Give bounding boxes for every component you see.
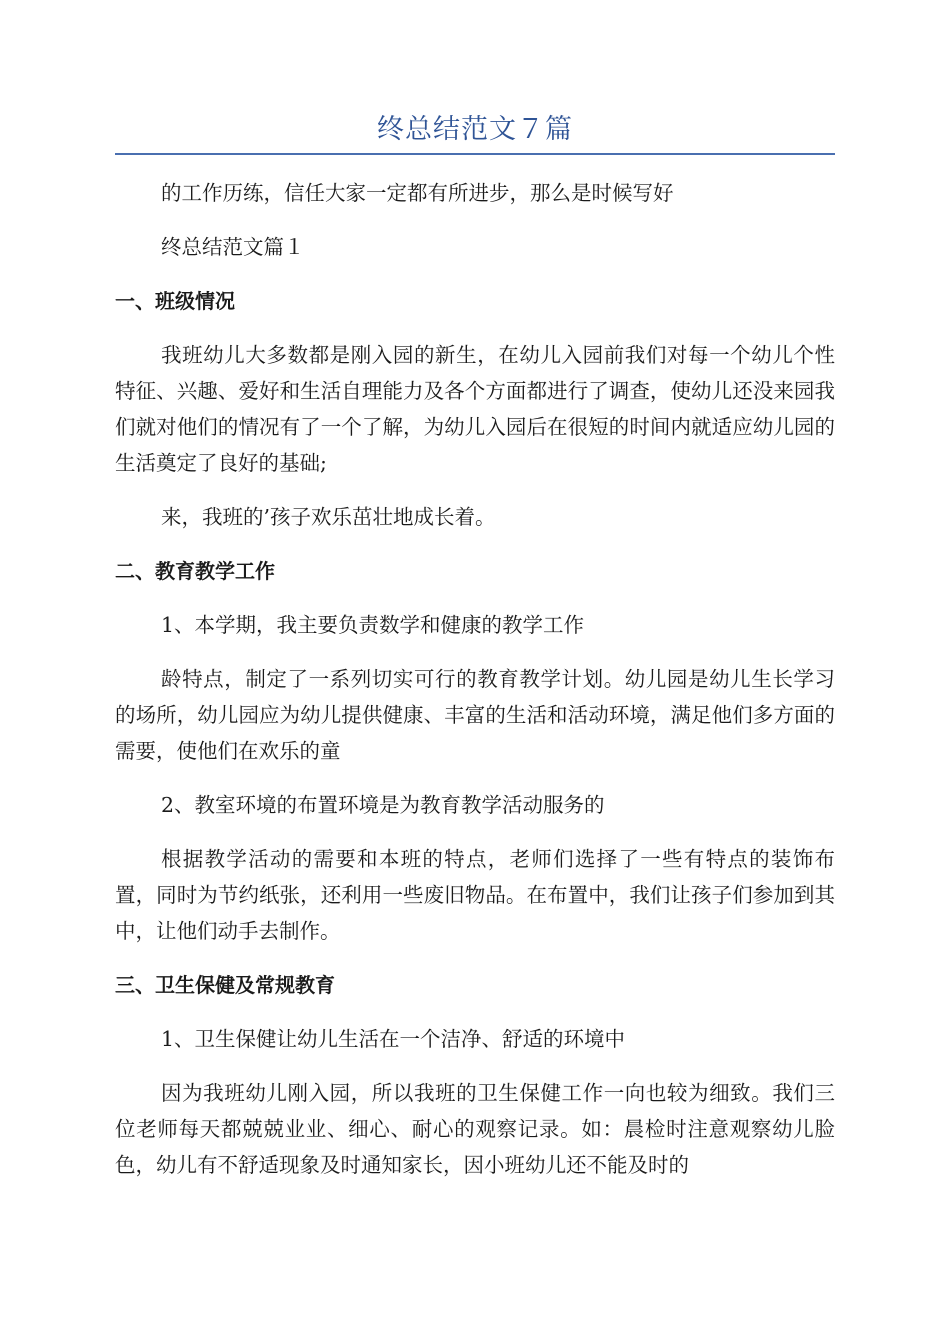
title-underline (115, 153, 835, 155)
paragraph-health-detail: 因为我班幼儿刚入园，所以我班的卫生保健工作一向也较为细致。我们三位老师每天都兢兢业业、细心、耐心的观察记录。如：晨检时注意观察幼儿脸色，幼儿有不舒适现象及时通知家长，因小班幼儿还不能及时的 (115, 1081, 835, 1177)
paragraph-subtitle: 终总结范文篇１ (161, 235, 305, 259)
paragraph-classroom-decoration: 根据教学活动的需要和本班的特点，老师们选择了一些有特点的装饰布置，同时为节约纸张，还利用一些废旧物品。在布置中，我们让孩子们参加到其中，让他们动手去制作。 (115, 847, 835, 943)
section-heading-teaching: 二、教育教学工作 (115, 559, 275, 583)
section-heading-class-situation: 一、班级情况 (115, 289, 235, 313)
paragraph-growth: 来，我班的’孩子欢乐茁壮地成长着。 (161, 505, 496, 529)
paragraph-health-item-1: 1、卫生保健让幼儿生活在一个洁净、舒适的环境中 (161, 1027, 626, 1051)
paragraph-class-situation: 我班幼儿大多数都是刚入园的新生，在幼儿入园前我们对每一个幼儿个性特征、兴趣、爱好和生活自理能力及各个方面都进行了调查，使幼儿还没来园我们就对他们的情况有了一个了解，为幼儿入园后在很短的时间内就适应幼儿园的生活奠定了良好的基础; (115, 343, 835, 475)
paragraph-teaching-item-1: 1、本学期，我主要负责数学和健康的教学工作 (161, 613, 585, 637)
document-body (115, 175, 835, 1201)
document-title: 终总结范文７篇 (377, 114, 573, 145)
paragraph-intro: 的工作历练，信任大家一定都有所进步，那么是时候写好 (161, 181, 674, 205)
paragraph-teaching-plan: 龄特点，制定了一系列切实可行的教育教学计划。幼儿园是幼儿生长学习的场所，幼儿园应为幼儿提供健康、丰富的生活和活动环境，满足他们多方面的需要，使他们在欢乐的童 (115, 667, 835, 763)
section-heading-health: 三、卫生保健及常规教育 (115, 973, 335, 997)
paragraph-teaching-item-2: 2、教室环境的布置环境是为教育教学活动服务的 (161, 793, 605, 817)
